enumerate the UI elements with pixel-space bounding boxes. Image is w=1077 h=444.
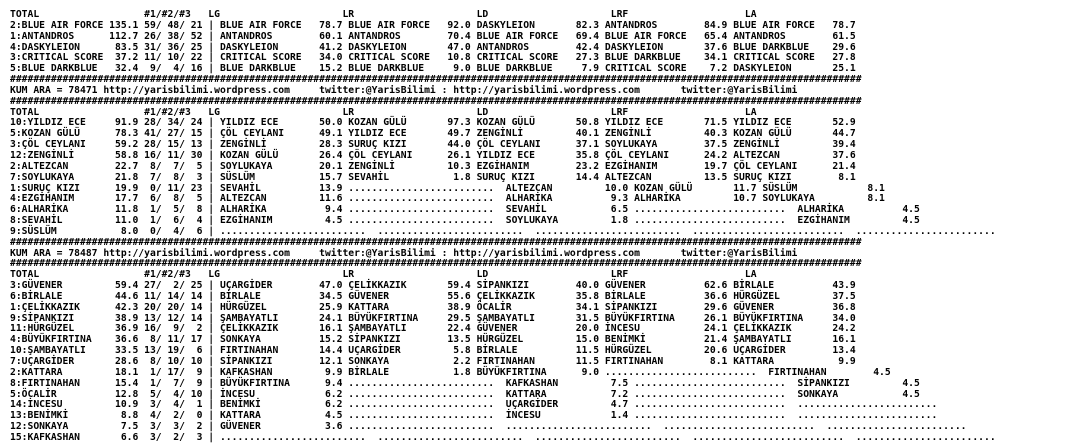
result-row: 3:CRITICAL SCORE 37.2 11/ 10/ 22 | CRITICAL SCORE 34.0 CRITICAL SCORE 10.8 CRITICAL SCORE 27.3 BLUE DARKBLUE 34.1 CRITICAL SCORE 27.8 <box>10 52 856 64</box>
info-line: KUM ARA = 78487 http://yarisbilimi.wordpress.com twitter:@YarisBilimi : http://yarisbilimi.wordpress.com twitter:@YarisBilimi <box>10 247 798 259</box>
result-row: 8:FIRTINAHAN 15.4 1/ 7/ 9 | BÜYÜKFIRTINA 9.4 ......................... KAFKASHAN 7.5 .......................... SİPANKIZI 4.5 <box>10 377 920 389</box>
result-row: 2:BLUE AIR FORCE 135.1 59/ 48/ 21 | BLUE AIR FORCE 78.7 BLUE AIR FORCE 92.0 DASKYLEION 82.3 ANTANDROS 84.9 BLUE AIR FORCE 78.7 <box>10 19 856 31</box>
result-row: 4:EZGİHANIM 17.7 6/ 8/ 5 | ALTEZCAN 11.6 ......................... ALHARİKA 9.3 ALHARİKA 10.7 SOYLUKAYA 8.1 <box>10 193 885 205</box>
result-row: 14:İNCESU 10.9 3/ 4/ 1 | BENİMKİ 6.2 ......................... UÇARGİDER 4.7 .......................... ........................ <box>10 399 938 411</box>
separator-line: ################################################################################################################################################## <box>10 236 862 248</box>
column-header-line: TOTAL #1/#2/#3 LG LR LD LRF LA <box>10 9 757 20</box>
result-row: 10:YILDIZ ECE 91.9 28/ 34/ 24 | YILDIZ ECE 50.0 KOZAN GÜLÜ 97.3 KOZAN GÜLÜ 50.8 YILDIZ ECE 71.5 YILDIZ ECE 52.9 <box>10 117 856 129</box>
column-header-line: TOTAL #1/#2/#3 LG LR LD LRF LA <box>10 269 757 281</box>
result-row: 1:SURUÇ KIZI 19.9 0/ 11/ 23 | SEVAHİL 13.9 ......................... ALTEZCAN 10.0 KOZAN GÜLÜ 11.7 SÜSLÜM 8.1 <box>10 182 885 194</box>
result-row: 13:BENİMKİ 8.8 4/ 2/ 0 | KATTARA 4.5 ......................... İNCESU 1.4 .......................... ........................ <box>10 410 938 422</box>
result-row: 4:DASKYLEION 83.5 31/ 36/ 25 | DASKYLEION 41.2 DASKYLEION 47.0 ANTANDROS 42.4 DASKYLEION 37.6 BLUE DARKBLUE 29.6 <box>10 41 856 53</box>
info-line: KUM ARA = 78471 http://yarisbilimi.wordpress.com twitter:@YarisBilimi : http://yarisbilimi.wordpress.com twitter:@YarisBilimi <box>10 84 798 96</box>
result-row: 9:SİPANKIZI 38.9 13/ 12/ 14 | ŞAMBAYATLI 24.1 BÜYÜKFIRTINA 29.5 ŞAMBAYATLI 31.5 BÜYÜKFIRTINA 26.1 BÜYÜKFIRTINA 34.0 <box>10 312 856 324</box>
result-row: 8:SEVAHİL 11.0 1/ 6/ 4 | EZGİHANIM 4.5 ......................... SOYLUKAYA 1.8 .......................... EZGİHANIM 4.5 <box>10 215 920 227</box>
separator-line: ################################################################################################################################################## <box>10 95 862 107</box>
separator-line: ################################################################################################################################################## <box>10 74 862 86</box>
result-row: 5:BLUE DARKBLUE 32.4 9/ 4/ 16 | BLUE DARKBLUE 15.2 BLUE DARKBLUE 9.0 BLUE DARKBLUE 7.9 CRITICAL SCORE 7.2 DASKYLEION 25.1 <box>10 63 856 75</box>
result-row: 12:ZENGİNLİ 58.8 16/ 11/ 30 | KOZAN GÜLÜ 26.4 ÇÖL CEYLANI 26.1 YILDIZ ECE 35.8 ÇÖL CEYLANI 24.2 ALTEZCAN 37.6 <box>10 149 856 161</box>
result-row: 9:SÜSLÜM 8.0 0/ 4/ 6 | ......................... ......................... ......................... .......................... ........................ <box>10 225 996 237</box>
result-row: 2:ALTEZCAN 22.7 8/ 7/ 5 | SOYLUKAYA 20.1 ZENGİNLİ 10.3 EZGİHANIM 23.2 EZGİHANIM 19.7 ÇÖL CEYLANI 21.4 <box>10 160 856 172</box>
result-row: 12:SONKAYA 7.5 3/ 3/ 2 | GÜVENER 3.6 ......................... ......................... .......................... ........................ <box>10 421 967 433</box>
result-row: 5:ÖCALİR 12.8 5/ 4/ 10 | İNCESU 6.2 ......................... KATTARA 7.2 .......................... SONKAYA 4.5 <box>10 388 920 400</box>
result-row: 6:BİRLALE 44.6 11/ 14/ 14 | BİRLALE 34.5 GÜVENER 55.6 ÇELİKKAZIK 35.8 BİRLALE 36.6 HÜRGÜZEL 37.5 <box>10 290 856 302</box>
result-row: 7:SOYLUKAYA 21.8 7/ 8/ 3 | SÜSLÜM 15.7 SEVAHİL 1.8 SURUÇ KIZI 14.4 ALTEZCAN 13.5 SURUÇ KIZI 8.1 <box>10 171 856 183</box>
result-row: 3:GÜVENER 59.4 27/ 2/ 25 | UÇARGİDER 47.0 ÇELİKKAZIK 59.4 SİPANKIZI 40.0 GÜVENER 62.6 BİRLALE 43.9 <box>10 280 856 292</box>
column-header-line: TOTAL #1/#2/#3 LG LR LD LRF LA <box>10 106 757 118</box>
result-row: 7:UÇARGİDER 28.6 8/ 10/ 10 | SİPANKIZI 12.1 SONKAYA 2.2 FIRTINAHAN 11.5 FIRTINAHAN 8.1 KATTARA 9.9 <box>10 356 856 367</box>
result-row: 1:ÇELİKKAZIK 42.3 20/ 20/ 14 | HÜRGÜZEL 25.9 KATTARA 38.9 ÖCALİR 34.1 SİPANKIZI 29.6 GÜVENER 36.8 <box>10 301 856 313</box>
result-row: 5:KOZAN GÜLÜ 78.3 41/ 27/ 15 | ÇÖL CEYLANI 49.1 YILDIZ ECE 49.7 ZENGİNLİ 40.1 ZENGİNLİ 40.3 KOZAN GÜLÜ 44.7 <box>10 128 856 140</box>
result-row: 4:BÜYÜKFIRTINA 36.6 8/ 11/ 17 | SONKAYA 15.2 SİPANKIZI 13.5 HÜRGÜZEL 15.0 BENİMKİ 21.4 ŞAMBAYATLI 16.1 <box>10 334 856 346</box>
separator-line: ################################################################################################################################################## <box>10 258 862 270</box>
result-row: 6:ALHARİKA 11.8 1/ 5/ 8 | ALHARİKA 9.4 ......................... SEVAHİL 6.5 .......................... ALHARİKA 4.5 <box>10 204 920 216</box>
result-row: 10:ŞAMBAYATLI 33.5 13/ 19/ 6 | FIRTINAHAN 14.4 UÇARGİDER 5.8 BİRLALE 11.5 HÜRGÜZEL 20.6 UÇARGİDER 13.4 <box>10 345 856 357</box>
result-row: 15:KAFKASHAN 6.6 3/ 2/ 3 | ......................... ......................... ......................... .......................... ........................ <box>10 431 996 443</box>
result-row: 2:KATTARA 18.1 1/ 17/ 9 | KAFKASHAN 9.9 BİRLALE 1.8 BÜYÜKFIRTINA 9.0 .......................... FIRTINAHAN 4.5 <box>10 366 891 378</box>
result-row: 11:HÜRGÜZEL 36.9 16/ 9/ 2 | ÇELİKKAZIK 16.1 ŞAMBAYATLI 22.4 GÜVENER 20.0 İNCESU 24.1 ÇELİKKAZIK 24.2 <box>10 323 856 335</box>
result-row: 3:ÇÖL CEYLANI 59.2 28/ 15/ 13 | ZENGİNLİ 28.3 SURUÇ KIZI 44.0 ÇÖL CEYLANI 37.1 SOYLUKAYA 37.5 ZENGİNLİ 39.4 <box>10 139 856 151</box>
result-row: 1:ANTANDROS 112.7 26/ 38/ 52 | ANTANDROS 60.1 ANTANDROS 70.4 BLUE AIR FORCE 69.4 BLUE AIR FORCE 65.4 ANTANDROS 61.5 <box>10 30 856 42</box>
